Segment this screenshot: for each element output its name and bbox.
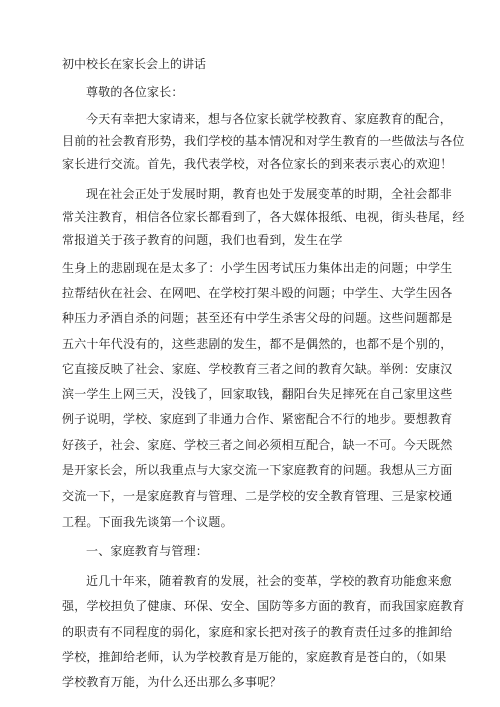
paragraph-line: 目前的社会教育形势，我们学校的基本情况和对学生教育的一些做法与各位 bbox=[62, 134, 465, 148]
paragraph-line: 种压力矛酒自杀的问题；甚至还有中学生杀害父母的问题。这些问题都是 bbox=[62, 311, 453, 325]
paragraph-line: 常报道关于孩子教育的问题，我们也看到，发生在学 bbox=[62, 233, 343, 247]
paragraph-line: 滨一学生上网三天，没钱了，回家取钱，翻阳台失足摔死在自己家里这些 bbox=[62, 387, 453, 401]
paragraph-line: 五六十年代没有的，这些悲剧的发生，都不是偶然的，也都不是个别的， bbox=[62, 337, 453, 351]
paragraph-line: 拉帮结伙在社会、在网吧、在学校打架斗殴的问题；中学生、大学生因各 bbox=[62, 286, 453, 300]
paragraph-line: 常关注教育，相信各位家长都看到了，各大媒体报纸、电视，街头巷尾，经 bbox=[62, 210, 465, 224]
paragraph-line: 工程。下面我先谈第一个议题。 bbox=[62, 515, 233, 529]
paragraph-line: 是开家长会，所以我重点与大家交流一下家庭教育的问题。我想从三方面 bbox=[62, 463, 453, 477]
paragraph-line: 学校，推卸给老师，认为学校教育是万能的，家庭教育是苍白的，（如果 bbox=[62, 650, 447, 664]
paragraph-line: 家长进行交流。首先，我代表学校，对各位家长的到来表示衷心的欢迎！ bbox=[62, 157, 453, 171]
paragraph-line: 好孩子，社会、家庭、学校三者之间必须相互配合，缺一不可。今天既然 bbox=[62, 438, 453, 452]
paragraph-line: 例子说明，学校、家庭到了非通力合作、紧密配合不行的地步。要想教育 bbox=[62, 412, 453, 426]
section-heading: 一、家庭教育与管理： bbox=[86, 544, 209, 558]
document-title: 初中校长在家长会上的讲话 bbox=[62, 57, 207, 71]
salutation-line: 尊敬的各位家长： bbox=[86, 85, 184, 99]
paragraph-line: 生身上的悲剧现在是太多了：小学生因考试压力集体出走的问题；中学生 bbox=[62, 261, 453, 275]
paragraph-line: 交流一下，一是家庭教育与管理、二是学校的安全教育管理、三是家校通 bbox=[62, 489, 453, 503]
paragraph-line: 的职责有不同程度的弱化，家庭和家长把对孩子的教育责任过多的推卸给 bbox=[62, 625, 453, 639]
paragraph-line: 学校教育万能，为什么还出那么多事呢？ bbox=[62, 675, 282, 689]
paragraph-line: 今天有幸把大家请来，想与各位家长就学校教育、家庭教育的配合， bbox=[86, 112, 453, 126]
paragraph-line: 它直接反映了社会、家庭、学校教育三者之间的教育欠缺。举例：安康汉 bbox=[62, 362, 453, 376]
paragraph-line: 近几十年来，随着教育的发展，社会的变革，学校的教育功能愈来愈 bbox=[86, 574, 453, 588]
paragraph-line: 强，学校担负了健康、环保、安全、国防等多方面的教育，而我国家庭教育 bbox=[62, 599, 465, 613]
paragraph-line: 现在社会正处于发展时期，教育也处于发展变革的时期，全社会都非 bbox=[86, 187, 453, 201]
